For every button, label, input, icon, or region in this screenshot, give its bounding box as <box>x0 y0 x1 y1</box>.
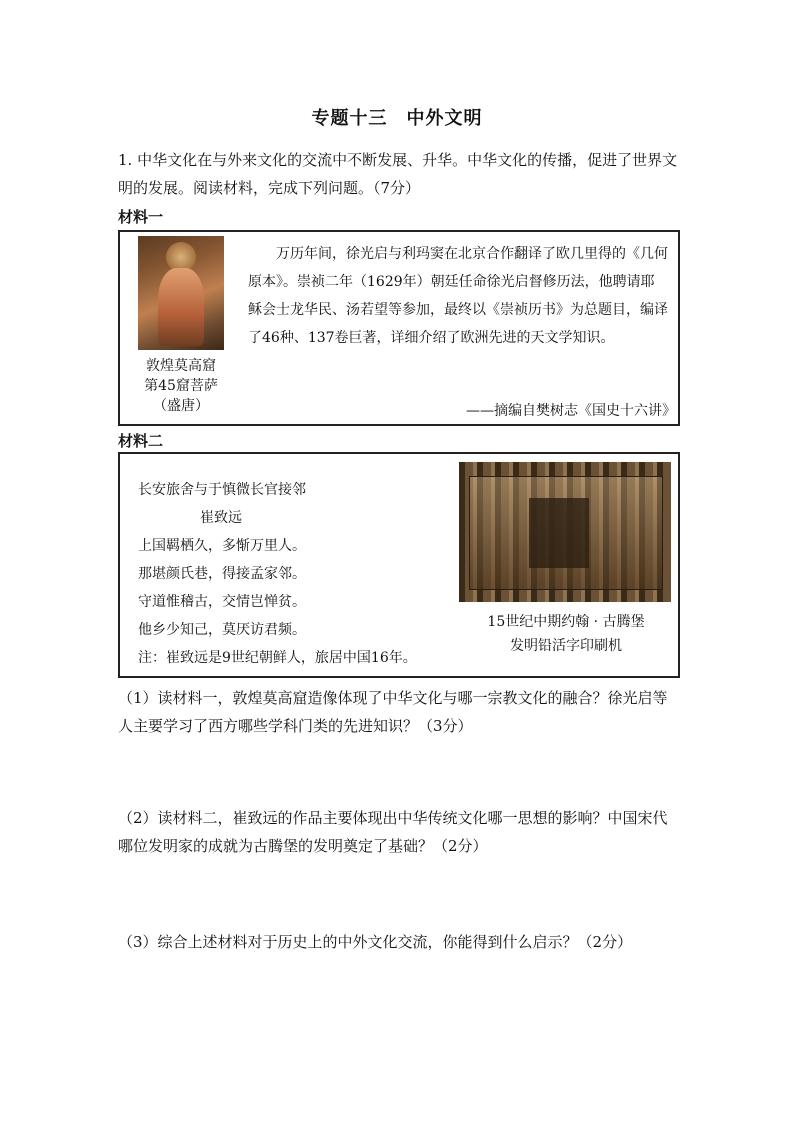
caption-line: 敦煌莫高窟 <box>146 358 216 374</box>
poem-title: 长安旅舍与于慎微长官接邻 <box>138 482 306 498</box>
caption-line: （盛唐） <box>153 398 209 414</box>
material-1-caption <box>128 356 234 416</box>
material-1-text: 万历年间，徐光启与利玛窦在北京合作翻译了欧几里得的《几何原本》。崇祯二年（1629年）朝廷任命徐光启督修历法，他聘请耶稣会士龙华民、汤若望等参加，最终以《崇祯历书》为总题目，编译了46种、137卷巨著，详细介绍了欧洲先进的天文学知识。 <box>248 246 668 346</box>
poem-block <box>138 476 458 672</box>
sub-question-3: （3）综合上述材料对于历史上的中外文化交流，你能得到什么启示？（2分） <box>118 933 633 951</box>
bodhisattva-statue-image <box>138 236 224 350</box>
poem-line: 上国羁栖久，多惭万里人。 <box>138 538 306 554</box>
printing-press-image <box>459 462 671 602</box>
material-1-label: 材料一 <box>118 208 164 226</box>
material-1-source: ——摘编自樊树志《国史十六讲》 <box>466 403 676 419</box>
poem-author: 崔致远 <box>200 510 242 526</box>
poem-line: 那堪颜氏巷，得接孟家邻。 <box>138 566 306 582</box>
statue-body-shape <box>158 268 204 346</box>
poem-line: 守道惟稽古，交情岂惮贫。 <box>138 594 306 610</box>
caption-line: 第45窟菩萨 <box>144 378 218 394</box>
material-2-caption <box>466 610 666 658</box>
poem-note: 注：崔致远是9世纪朝鲜人，旅居中国16年。 <box>138 650 417 666</box>
sub-question-1: （1）读材料一，敦煌莫高窟造像体现了中华文化与哪一宗教文化的融合？徐光启等人主要学习了西方哪些学科门类的先进知识？（3分） <box>118 689 668 735</box>
caption-line: 发明铅活字印刷机 <box>510 638 622 654</box>
page-title: 专题十三 中外文明 <box>311 108 483 129</box>
caption-line: 15世纪中期约翰 · 古腾堡 <box>487 614 645 630</box>
question-1-prompt: 1. 中华文化在与外来文化的交流中不断发展、升华。中华文化的传播，促进了世界文明的发展。阅读材料，完成下列问题。（7分） <box>118 151 678 197</box>
press-shape <box>529 498 589 568</box>
sub-question-2: （2）读材料二，崔致远的作品主要体现出中华传统文化哪一思想的影响？中国宋代哪位发明家的成就为古腾堡的发明奠定了基础？（2分） <box>118 809 668 855</box>
poem-line: 他乡少知己，莫厌访君频。 <box>138 622 306 638</box>
material-2-label: 材料二 <box>118 432 164 450</box>
